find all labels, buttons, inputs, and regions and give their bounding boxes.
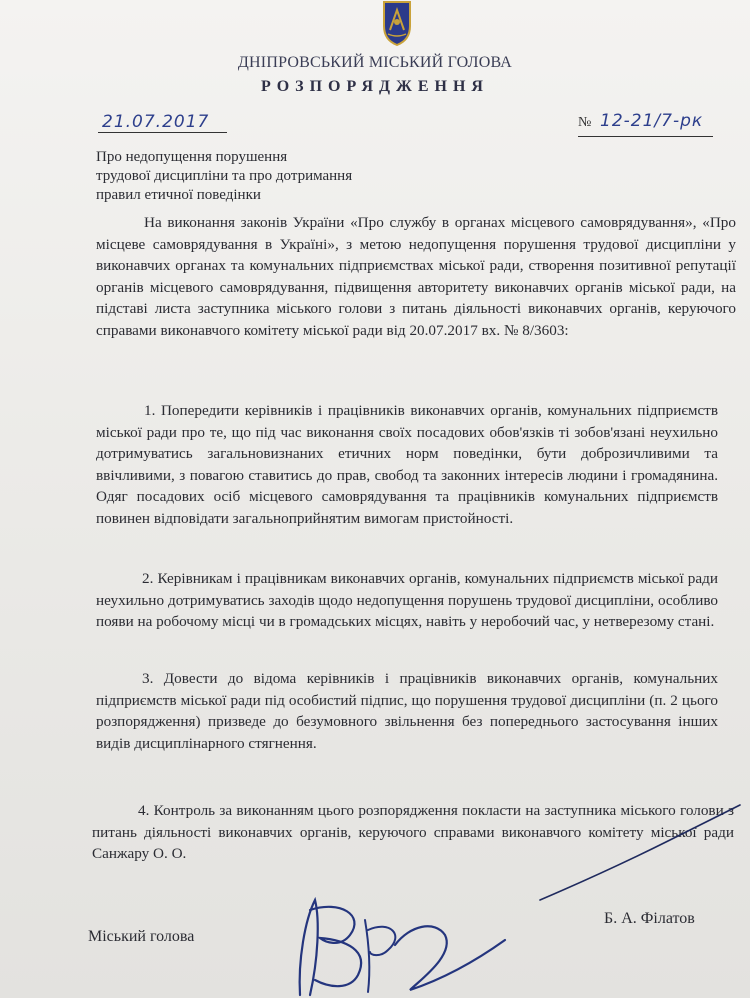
document-type: РОЗПОРЯДЖЕННЯ [261, 78, 489, 95]
subject-line: правил етичної поведінки [96, 187, 261, 203]
coat-of-arms-icon [380, 0, 414, 46]
clause-2: 2. Керівникам і працівникам виконавчих органів, комунальних підприємств міської ради неухильно дотримуватись заходів щодо недопущення порушень трудової дисципліни, особливо появи на робочому місці чи в громадських місцях, навіть у неробочий час, у нетверезому стані. [96, 570, 718, 631]
number-label: № [578, 115, 592, 130]
subject-line: Про недопущення порушення [96, 149, 288, 165]
preamble-paragraph: На виконання законів України «Про службу в органах місцевого самоврядування», «Про місцеве самоврядування в Україні», з метою недопущення порушення трудової дисципліни у виконавчих органах та комунальних підприємствах міської ради, створення позитивної репутації органів місцевого самоврядування, підвищення авторитету виконавчих органів міської ради, на підставі листа заступника міського голови з питань діяльності виконавчих органів, керуючого справами виконавчого комітету міської ради від 20.07.2017 вх. № 8/3603: [96, 214, 736, 339]
signatory-position: Міський голова [88, 928, 195, 945]
subject-line: трудової дисципліни та про дотримання [96, 168, 353, 184]
signatory-name: Б. А. Філатов [604, 910, 695, 927]
issuer-title: ДНІПРОВСЬКИЙ МІСЬКИЙ ГОЛОВА [237, 54, 513, 71]
clause-4: 4. Контроль за виконанням цього розпорядження покласти на заступника міського голови з питань діяльності виконавчих органів, керуючого справами виконавчого комітету міської ради Санжару О. О. [92, 802, 734, 863]
handwritten-signature [270, 880, 510, 998]
document-number [578, 111, 713, 137]
clause-1: 1. Попередити керівників і працівників виконавчих органів, комунальних підприємств міської ради про те, що під час виконання своїх посадових обов'язків ті зобов'язані неухильно дотримуватись загальновизнаних етичних норм поведінки, бути доброзичливими та ввічливими, з повагою ставитись до прав, свобод та законних інтересів людини і громадянина. Одяг посадових осіб місцевого самоврядування та працівників комунальних підприємств повинен відповідати загальноприйнятим вимогам пристойності. [96, 402, 718, 527]
document-date: 21.07.2017 [98, 112, 227, 133]
pen-stroke-mark [520, 800, 750, 910]
document-subject [96, 148, 352, 205]
clause-3: 3. Довести до відома керівників і працівників виконавчих органів, комунальних підприємств міської ради під особистий підпис, що порушення трудової дисципліни (п. 2 цього розпорядження) призведе до безумовного звільнення без попереднього застосування інших видів дисциплінарного стягнення. [96, 670, 718, 752]
number-value: 12-21/7-рк [600, 111, 704, 131]
